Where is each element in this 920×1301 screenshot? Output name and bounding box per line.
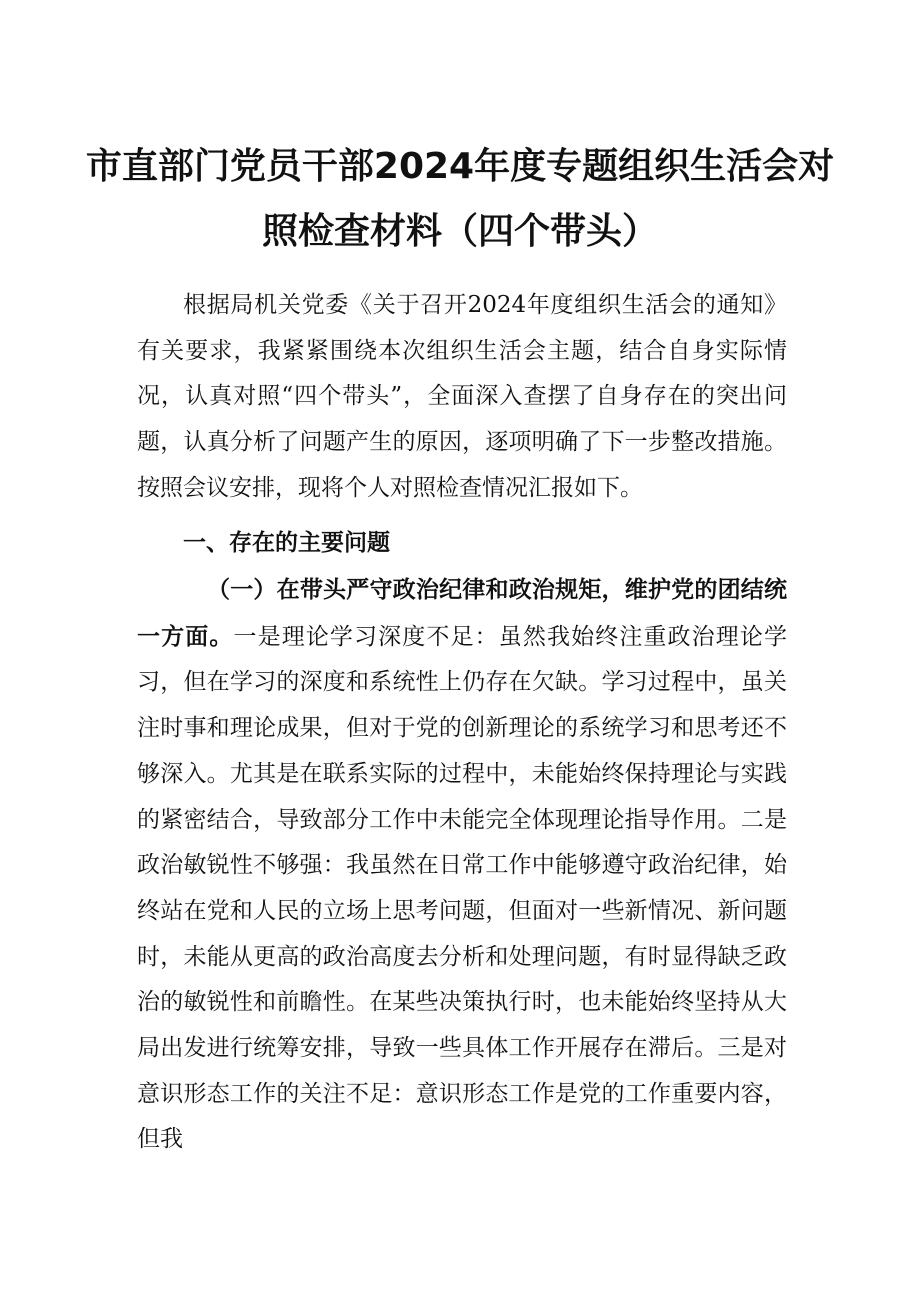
- subsection-lead-heading: （一）在带头严守政治纪律和政治规矩，维护党的团结统一方面。: [137, 576, 787, 650]
- document-title-line-1: 市直部门党员干部2024年度专题组织生活会对: [85, 146, 835, 187]
- intro-paragraph: 根据局机关党委《关于召开2024年度组织生活会的通知》有关要求，我紧紧围绕本次组织生活会主题，结合自身实际情况，认真对照“四个带头”，全面深入查摆了自身存在的突出问题，认真分析了问题产生的原因，逐项明确了下一步整改措施。按照会议安排，现将个人对照检查情况汇报如下。: [137, 292, 787, 501]
- document-title-line-2: 照检查材料（四个带头）: [261, 211, 658, 252]
- subsection-paragraph-1: [137, 567, 787, 1163]
- subsection-body-text: 一是理论学习深度不足：虽然我始终注重政治理论学习，但在学习的深度和系统性上仍存在欠缺。学习过程中，虽关注时事和理论成果，但对于党的创新理论的系统学习和思考还不够深入。尤其是在联系实际的过程中，未能始终保持理论与实践的紧密结合，导致部分工作中未能完全体现理论指导作用。二是政治敏锐性不够强：我虽然在日常工作中能够遵守政治纪律，始终站在党和人民的立场上思考问题，但面对一些新情况、新问题时，未能从更高的政治高度去分析和处理问题，有时显得缺乏政治的敏锐性和前瞻性。在某些决策执行时，也未能始终坚持从大局出发进行统筹安排，导致一些具体工作开展存在滞后。三是对意识形态工作的关注不足：意识形态工作是党的工作重要内容，但我: [137, 623, 788, 1153]
- section-heading-main-problems: 一、存在的主要问题: [183, 529, 390, 556]
